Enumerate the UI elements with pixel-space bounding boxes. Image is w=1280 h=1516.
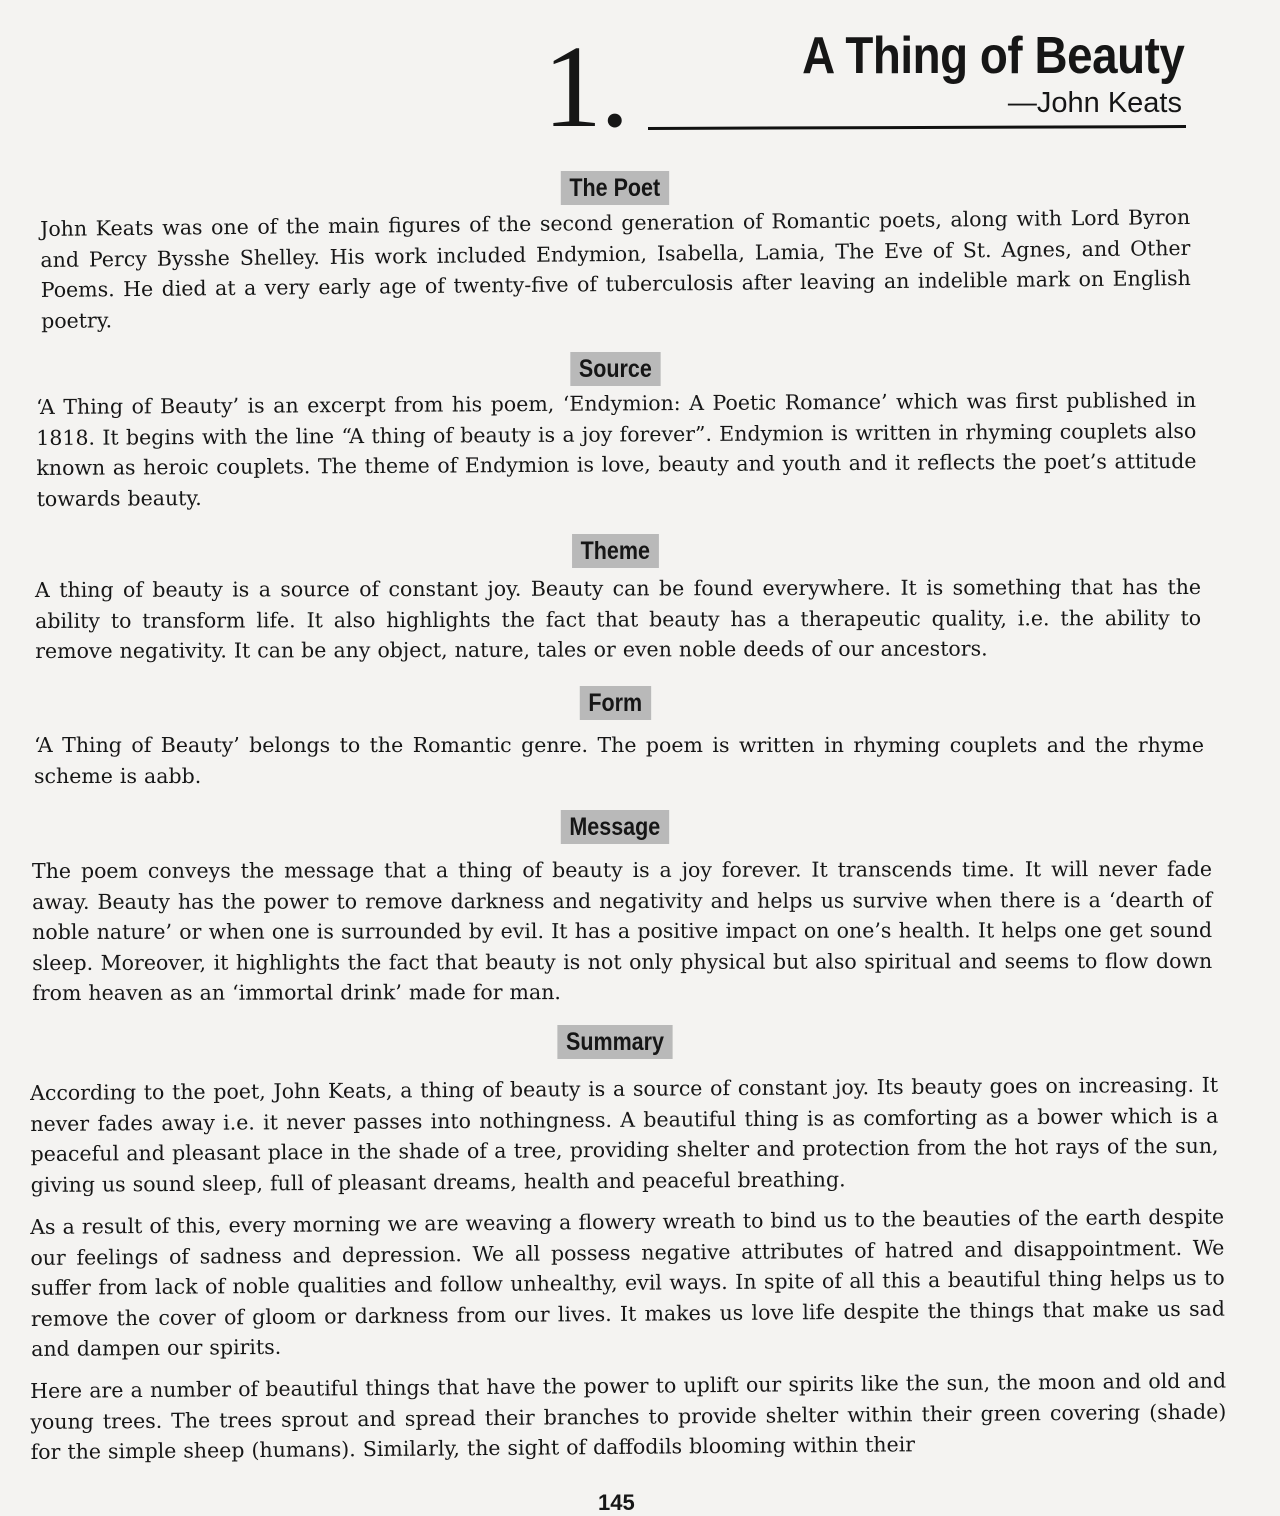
source-paragraph: ‘A Thing of Beauty’ is an excerpt from his poem, ‘Endymion: A Poetic Romance’ which was first published in 1818. It begins with the line “A thing of beauty is a joy forever”. Endymion is written in rhyming couplets also known as heroic couplets. The theme of Endymion is love, beauty and youth and it reflects the poet’s attitude towards beauty. xyxy=(36,387,1197,511)
chapter-number: 1. xyxy=(543,21,628,152)
heading-label: The Poet xyxy=(561,171,669,205)
heading-label: Theme xyxy=(572,534,659,568)
heading-label: Summary xyxy=(557,1025,672,1059)
poet-paragraph: John Keats was one of the main figures of the second generation of Romantic poets, along with Lord Byron and Percy Bysshe Shelley. His work included Endymion, Isabella, Lamia, The Eve of St. Agnes, and Other Poems. He died at a very early age of twenty-five of tuberculosis after leaving an indelible mark on English poetry. xyxy=(40,204,1191,333)
page-number: 145 xyxy=(598,1490,635,1515)
heading-label: Message xyxy=(561,810,669,844)
summary-paragraph-1: According to the poet, John Keats, a thing of beauty is a source of constant joy. Its beauty goes on increasing. It never fades away i.e. it never passes into nothingness. A beautiful thing is as comforting as a bower which is a peaceful and pleasant place in the shade of a tree, providing shelter and protection from the hot rays of the sun, giving us sound sleep, full of pleasant dreams, health and peaceful breathing. xyxy=(30,1072,1219,1197)
form-paragraph: ‘A Thing of Beauty’ belongs to the Romantic genre. The poem is written in rhyming couplets and the rhyme scheme is aabb. xyxy=(34,733,1204,788)
heading-label: Source xyxy=(570,352,660,386)
theme-paragraph: A thing of beauty is a source of constant joy. Beauty can be found everywhere. It is something that has the ability to transform life. It also highlights the fact that beauty has a therapeutic quality, i.e. the ability to remove negativity. It can be any object, nature, tales or even noble deeds of our ancestors. xyxy=(35,574,1202,663)
page-title: A Thing of Beauty xyxy=(801,27,1184,85)
summary-paragraph-2: As a result of this, every morning we are weaving a flowery wreath to bind us to the beauties of the earth despite our feelings of sadness and depression. We all possess negative attributes of hatred and disappointment. We suffer from lack of noble qualities and follow unhealthy, evil ways. In spite of all this a beautiful thing helps us to remove the cover of gloom or darkness from our lives. It makes us love life despite the things that make us sad and dampen our spirits. xyxy=(30,1204,1225,1361)
section-heading-source xyxy=(0,352,1230,386)
section-heading-form xyxy=(0,686,1230,720)
title-underline xyxy=(648,125,1186,130)
section-heading-message xyxy=(0,810,1230,844)
heading-label: Form xyxy=(580,686,651,720)
author-byline: —John Keats xyxy=(1007,87,1182,119)
message-paragraph: The poem conveys the message that a thing of beauty is a joy forever. It transcends time. It will never fade away. Beauty has the power to remove darkness and negativity and helps us survive when there is a ‘dearth of noble nature’ or when one is surrounded by evil. It has a positive impact on one’s health. It helps one get sound sleep. Moreover, it highlights the fact that beauty is not only physical but also spiritual and seems to flow down from heaven as an ‘immortal drink’ made for man. xyxy=(32,856,1213,1005)
summary-paragraph-3: Here are a number of beautiful things that have the power to uplift our spirits like the sun, the moon and old and young trees. The trees sprout and spread their branches to provide shelter within their green covering (shade) for the simple sheep (humans). Similarly, the sight of daffodils blooming within their xyxy=(30,1368,1227,1464)
section-heading-summary xyxy=(0,1025,1230,1059)
section-heading-poet xyxy=(0,171,1230,205)
section-heading-theme xyxy=(0,534,1230,568)
